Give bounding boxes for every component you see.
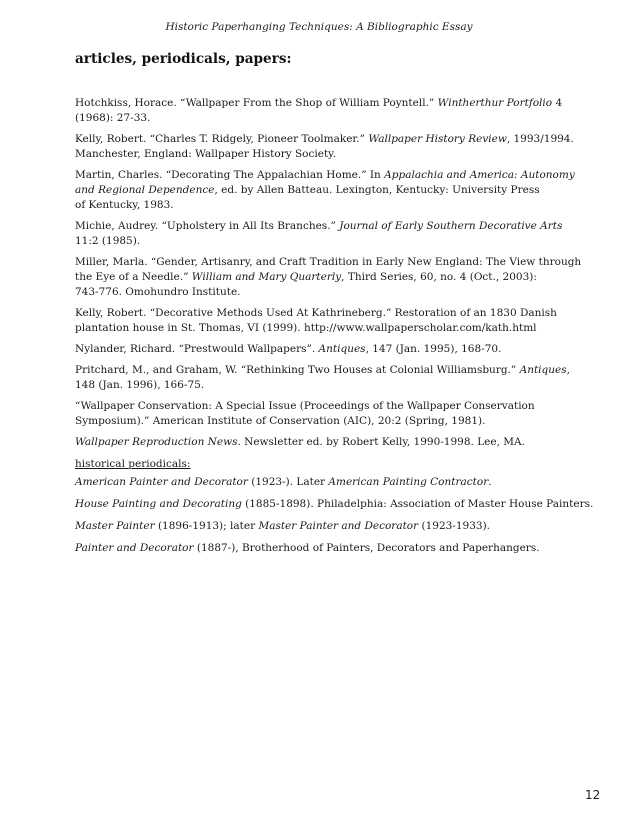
entry-title: Appalachia and America: Autonomy [384,169,575,181]
bibliography-entry [75,435,575,450]
entry-text: Nylander, Richard. “Prestwould Wallpapers”. [75,343,319,355]
entry-text: plantation house in St. Thomas, VI (1999). http://www.wallpaperscholar.com/kath.html [75,322,537,334]
bibliography-entry [75,219,575,249]
bibliography-entry [75,132,575,162]
periodical-title: Master Painter [75,520,155,532]
periodical-text: (1887-), Brotherhood of Painters, Decorators and Paperhangers. [193,542,540,554]
entry-text: Pritchard, M., and Graham, W. “Rethinking Two Houses at Colonial Williamsburg.” [75,364,520,376]
bibliography-entry [75,255,582,300]
entry-text: Hotchkiss, Horace. “Wallpaper From the Shop of William Poyntell.” [75,97,438,109]
bibliography-entry [75,363,575,393]
entry-text: , Third Series, 60, no. 4 (Oct., 2003): [341,271,537,283]
periodical-title: American Painter and Decorator [75,476,248,488]
entry-text: Michie, Audrey. “Upholstery in All Its Branches.” [75,220,340,232]
entry-text: Symposium).” American Institute of Conservation (AIC), 20:2 (Spring, 1981). [75,415,486,427]
periodical-title: House Painting and Decorating [75,498,242,510]
bibliography-entry [75,306,575,336]
bibliography-entry [75,399,575,429]
periodical-title: Painter and Decorator [75,542,194,554]
entry-text: of Kentucky, 1983. [75,199,174,211]
historical-periodicals-subheading: historical periodicals: [75,458,191,470]
periodical-title: American Painting Contractor [328,476,489,488]
entry-text: Manchester, England: Wallpaper History Society. [75,148,337,160]
entry-text: , [566,364,570,376]
entry-title: Journal of Early Southern Decorative Arts [339,220,563,232]
entry-text: 148 (Jan. 1996), 166-75. [75,379,205,391]
entry-text: “Wallpaper Conservation: A Special Issue (Proceedings of the Wallpaper Conservation [75,400,535,412]
periodical-entry [75,497,595,512]
page-number: 12 [585,788,601,802]
entry-text: (1968): 27-33. [75,112,151,124]
articles-bibliography [75,96,582,456]
entry-text: . Newsletter ed. by Robert Kelly, 1990-1998. Lee, MA. [237,436,525,448]
bibliography-entry [75,96,575,126]
entry-text: 4 [552,97,563,109]
entry-title: Wallpaper History Review [368,133,507,145]
entry-title: Antiques [519,364,567,376]
periodical-title: Master Painter and Decorator [258,520,419,532]
historical-periodicals-list [75,475,595,563]
entry-title: William and Mary Quarterly [191,271,342,283]
entry-title: Wallpaper Reproduction News [75,436,238,448]
entry-text: Martin, Charles. “Decorating The Appalachian Home.” In [75,169,385,181]
entry-text: the Eye of a Needle.” [75,271,192,283]
section-heading: articles, periodicals, papers: [75,51,292,67]
entry-text: , ed. by Allen Batteau. Lexington, Kentucky: University Press [214,184,540,196]
entry-text: 11:2 (1985). [75,235,141,247]
periodical-entry [75,541,595,556]
entry-text: Kelly, Robert. “Charles T. Ridgely, Pioneer Toolmaker.” [75,133,369,145]
entry-title: Antiques [318,343,366,355]
entry-title: and Regional Dependence [75,184,215,196]
running-header: Historic Paperhanging Techniques: A Bibliographic Essay [165,21,473,33]
entry-title: Wintherthur Portfolio [437,97,553,109]
periodical-entry [75,519,595,534]
periodical-text: . [488,476,492,488]
periodical-text: (1923-). Later [247,476,329,488]
periodical-text: (1923-1933). [418,520,491,532]
entry-text: Kelly, Robert. “Decorative Methods Used At Kathrineberg.” Restoration of an 1830 Danish [75,307,557,319]
entry-text: , 1993/1994. [506,133,574,145]
entry-text: , 147 (Jan. 1995), 168-70. [365,343,502,355]
periodical-entry [75,475,595,490]
bibliography-entry [75,168,575,213]
entry-text: Miller, Marla. “Gender, Artisanry, and Craft Tradition in Early New England: The View through [75,256,582,268]
bibliography-entry [75,342,575,357]
periodical-text: (1896-1913); later [154,520,259,532]
periodical-text: (1885-1898). Philadelphia: Association of Master House Painters. [241,498,594,510]
entry-text: 743-776. Omohundro Institute. [75,286,241,298]
